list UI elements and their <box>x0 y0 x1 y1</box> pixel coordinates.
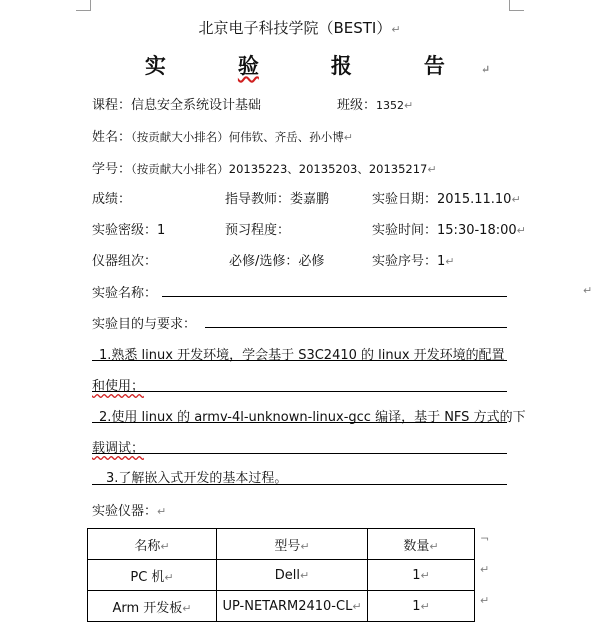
table-header-cell: 名称↵ <box>88 529 217 560</box>
name-label: 姓名： <box>92 130 132 145</box>
table-cell: Arm 开发板↵ <box>88 591 217 622</box>
teacher-label: 指导教师： <box>225 192 291 207</box>
table-cell: Dell↵ <box>217 560 368 591</box>
row-end-mark: ↵ <box>480 594 490 607</box>
purpose-item-3-underline <box>92 484 507 485</box>
secret-level-field <box>92 219 165 238</box>
prep-label: 预习程度： <box>225 223 291 238</box>
purpose-item-3: 3.了解嵌入式开发的基本过程。 <box>106 471 288 486</box>
secret-label: 实验密级： <box>92 223 158 238</box>
purpose-label: 实验目的与要求： <box>92 317 197 332</box>
time-field: 实验时间：15:30-18:00↵ <box>372 223 526 238</box>
class-label: 班级： <box>337 98 377 113</box>
class-value: 1352 <box>376 99 405 112</box>
teacher-value: 娄嘉鹏 <box>290 192 330 207</box>
date-label: 实验日期： <box>372 192 438 207</box>
course-row <box>92 94 261 113</box>
crop-mark-top-right <box>509 0 524 11</box>
time-label: 实验时间： <box>372 223 438 238</box>
instruments-table <box>87 528 475 622</box>
date-field: 实验日期：2015.11.10↵ <box>372 192 521 207</box>
experiment-name-label: 实验名称： <box>92 286 158 301</box>
row-end-mark: ↵ <box>480 563 490 576</box>
table-header-row <box>88 529 475 560</box>
purpose-item-1-line-2: 和使用； <box>92 379 145 394</box>
purpose-item-2-line-2-underline <box>92 453 507 454</box>
instruments-label-row: 实验仪器：↵ <box>92 504 167 519</box>
table-cell: UP-NETARM2410-CL↵ <box>217 591 368 622</box>
time-value: 15:30-18:00 <box>437 223 517 238</box>
required-label: 必修/选修： <box>229 254 299 269</box>
required-field <box>229 250 324 269</box>
title-char-1: 实 <box>144 53 166 78</box>
title-char-4: 告 <box>423 53 445 78</box>
secret-value: 1 <box>157 223 166 238</box>
sequence-field: 实验序号：1↵ <box>372 254 455 269</box>
group-label: 仪器组次： <box>92 254 158 269</box>
teacher-field <box>225 188 329 207</box>
id-value: （按贡献大小排名）20135223、20135203、20135217 <box>131 162 428 176</box>
purpose-field <box>92 313 196 332</box>
sequence-value: 1 <box>437 254 446 269</box>
purpose-item-2-line-1: 2.使用 linux 的 armv-4l-unknown-linux-gcc 编译，基于 NFS 方式的下 <box>99 410 526 425</box>
title-char-2: 验 <box>237 53 259 78</box>
course-value: 信息安全系统设计基础 <box>131 98 262 113</box>
name-row: 姓名：（按贡献大小排名）何伟钦、齐岳、孙小博↵ <box>92 130 353 145</box>
class-field: 班级：1352↵ <box>337 98 414 113</box>
sequence-label: 实验序号： <box>372 254 438 269</box>
report-title: 实 验 报 告 ↵ <box>0 50 599 80</box>
experiment-name-underline <box>162 296 507 297</box>
school-title: 北京电子科技学院（BESTI）↵ <box>198 19 401 37</box>
purpose-item-2-line-2: 载调试； <box>92 441 145 456</box>
preparation-field <box>225 219 290 238</box>
grade-field <box>92 188 131 207</box>
required-value: 必修 <box>298 254 325 269</box>
title-char-3: 报 <box>330 53 352 78</box>
purpose-item-1-line-1-underline <box>92 360 507 361</box>
purpose-item-1-line-1: 1.熟悉 linux 开发环境，学会基于 S3C2410 的 linux 开发环境的配置 <box>99 348 505 363</box>
student-id-row: 学号：（按贡献大小排名）20135223、20135203、20135217↵ <box>92 162 437 177</box>
course-label: 课程： <box>92 98 132 113</box>
purpose-item-2-line-1-underline <box>92 422 507 423</box>
margin-paragraph-mark: ↵ <box>583 284 593 297</box>
group-field <box>92 250 157 269</box>
table-cell: 1↵ <box>368 591 475 622</box>
table-row <box>88 591 475 622</box>
table-cell: 1↵ <box>368 560 475 591</box>
row-end-mark: ¬ <box>480 532 490 545</box>
table-cell: PC 机↵ <box>88 560 217 591</box>
crop-mark-top-left <box>76 0 91 11</box>
instruments-label: 实验仪器： <box>92 504 158 519</box>
table-row <box>88 560 475 591</box>
table-header-cell: 数量↵ <box>368 529 475 560</box>
experiment-name-field <box>92 282 157 301</box>
grade-label: 成绩： <box>92 192 132 207</box>
id-label: 学号： <box>92 162 132 177</box>
date-value: 2015.11.10 <box>437 192 512 207</box>
table-header-cell: 型号↵ <box>217 529 368 560</box>
purpose-item-1-line-2-underline <box>92 391 507 392</box>
name-value: （按贡献大小排名）何伟钦、齐岳、孙小博 <box>131 130 344 144</box>
purpose-underline <box>205 327 507 328</box>
